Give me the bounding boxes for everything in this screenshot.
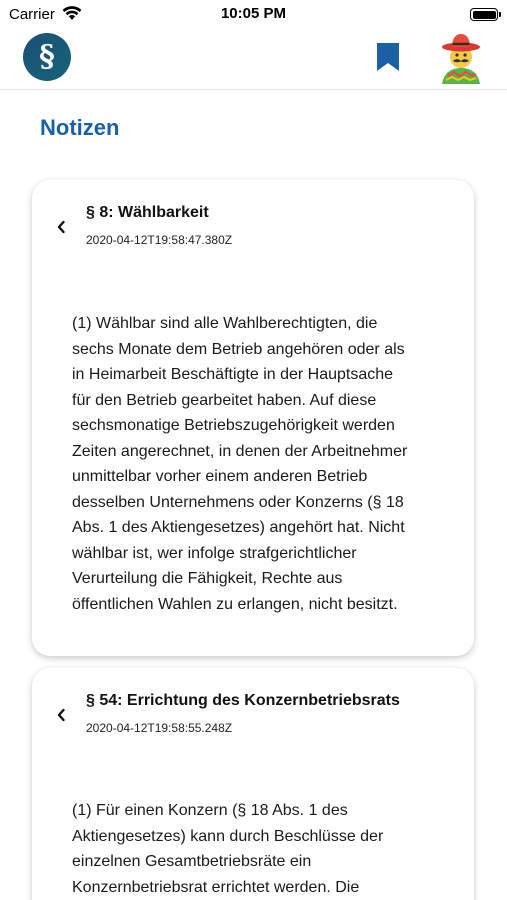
battery-level — [473, 11, 496, 19]
note-line: in Heimarbeit Beschäftigte in der Hauptsache — [72, 366, 394, 383]
note-line: wählbar ist, wer infolge strafgerichtlicher — [72, 544, 357, 562]
status-bar — [0, 0, 507, 30]
note-line: unmittelbar vorher einem anderen Betrieb — [72, 468, 368, 485]
bookmark-icon[interactable] — [376, 42, 400, 72]
chevron-left-icon[interactable] — [56, 220, 66, 234]
note-line: Aktiengesetzes) kann durch Beschlüsse der — [72, 827, 384, 845]
page-title: Notizen — [40, 115, 120, 140]
note-line: für den Betrieb gearbeitet haben. Auf diese — [72, 391, 377, 409]
app-logo[interactable] — [23, 33, 71, 81]
note-line: desselben Unternehmens oder Konzerns (§ 18 — [72, 493, 404, 511]
note-line: sechs Monate dem Betrieb angehören oder als — [72, 340, 405, 358]
note-line: Konzernbetriebsrat errichtet werden. Die — [72, 878, 360, 896]
note-timestamp: 2020-04-12T19:58:47.380Z — [86, 233, 233, 247]
note-line: Verurteilung die Fähigkeit, Rechte aus — [72, 570, 343, 587]
note-body — [72, 798, 434, 900]
carrier-label: Carrier — [9, 6, 55, 23]
note-line: (1) Wählbar sind alle Wahlberechtigten, die — [72, 315, 378, 332]
note-line: einzelnen Gesamtbetriebsräte ein — [72, 853, 312, 870]
app-header — [0, 30, 507, 90]
note-title: § 8: Wählbarkeit — [86, 204, 209, 221]
note-line: Zeiten angerechnet, in denen der Arbeitnehmer — [72, 442, 408, 460]
user-avatar-icon[interactable] — [436, 30, 486, 84]
note-line: (1) Für einen Konzern (§ 18 Abs. 1 des — [72, 802, 348, 819]
note-line: öffentlichen Wahlen zu erlangen, nicht besitzt. — [72, 595, 398, 613]
note-body — [72, 311, 434, 617]
note-timestamp: 2020-04-12T19:58:55.248Z — [86, 721, 233, 735]
battery-icon — [470, 8, 498, 21]
note-title: § 54: Errichtung des Konzernbetriebsrats — [86, 692, 400, 709]
note-line: sechsmonatige Betriebszugehörigkeit werden — [72, 417, 395, 434]
status-time: 10:05 PM — [220, 5, 287, 22]
note-card[interactable] — [32, 668, 474, 900]
paragraph-icon: § — [39, 39, 55, 74]
note-card[interactable] — [32, 180, 474, 656]
note-line: Abs. 1 des Aktiengesetzes) angehört hat. Nicht — [72, 519, 405, 536]
chevron-left-icon[interactable] — [56, 708, 66, 722]
